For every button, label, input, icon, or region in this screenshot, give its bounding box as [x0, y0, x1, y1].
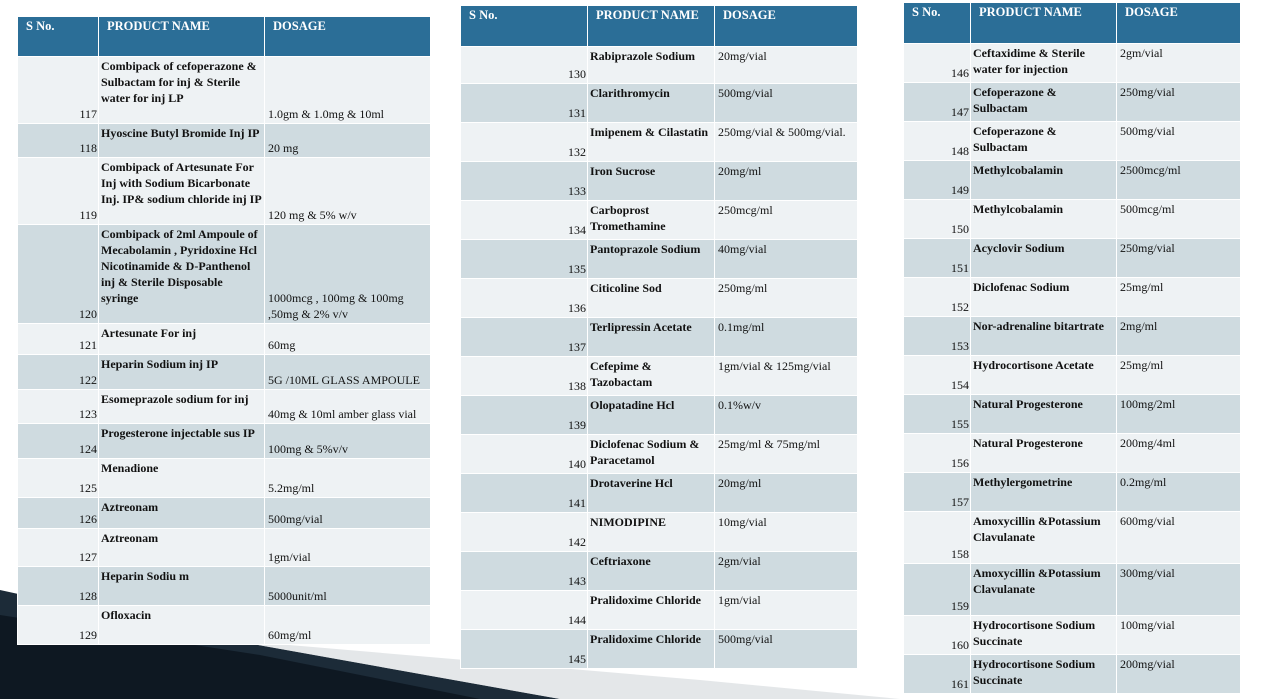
product-name-cell: Methylcobalamin	[971, 161, 1117, 200]
table-row	[18, 355, 431, 390]
table-row	[461, 591, 858, 630]
product-name-cell: Cefepime & Tazobactam	[588, 357, 715, 396]
dosage-cell: 1gm/vial	[265, 529, 431, 567]
sno-cell: 145	[461, 630, 588, 669]
sno-cell: 141	[461, 474, 588, 513]
table-row	[461, 474, 858, 513]
dosage-cell: 25mg/ml	[1117, 278, 1241, 317]
dosage-cell: 20mg/ml	[715, 162, 858, 201]
product-name-cell: Menadione	[99, 459, 265, 498]
product-name-cell: Natural Progesterone	[971, 434, 1117, 473]
product-name-cell: Methylergometrine	[971, 473, 1117, 512]
table-row	[461, 357, 858, 396]
dosage-cell: 25mg/ml & 75mg/ml	[715, 435, 858, 474]
dosage-cell: 1gm/vial	[715, 591, 858, 630]
product-name-cell: Iron Sucrose	[588, 162, 715, 201]
sno-cell: 117	[18, 57, 99, 124]
dosage-cell: 0.1mg/ml	[715, 318, 858, 357]
sno-cell: 135	[461, 240, 588, 279]
dosage-cell: 1.0gm & 1.0mg & 10ml	[265, 57, 431, 124]
table-row	[18, 498, 431, 529]
product-name-cell: Ceftriaxone	[588, 552, 715, 591]
dosage-cell: 0.2mg/ml	[1117, 473, 1241, 512]
product-name-cell: Amoxycillin &Potassium Clavulanate	[971, 512, 1117, 564]
product-name-cell: NIMODIPINE	[588, 513, 715, 552]
product-name-cell: Pralidoxime Chloride	[588, 591, 715, 630]
sno-cell: 125	[18, 459, 99, 498]
table-row	[904, 200, 1241, 239]
table-row	[904, 655, 1241, 694]
dosage-cell: 5G /10ML GLASS AMPOULE	[265, 355, 431, 390]
dosage-cell: 40mg & 10ml amber glass vial	[265, 390, 431, 424]
sno-cell: 148	[904, 122, 971, 161]
dosage-cell: 250mcg/ml	[715, 201, 858, 240]
sno-cell: 127	[18, 529, 99, 567]
product-name-cell: Natural Progesterone	[971, 395, 1117, 434]
sno-cell: 157	[904, 473, 971, 512]
sno-cell: 137	[461, 318, 588, 357]
sno-cell: 126	[18, 498, 99, 529]
table-row	[18, 124, 431, 158]
dosage-cell: 200mg/vial	[1117, 655, 1241, 694]
sno-cell: 123	[18, 390, 99, 424]
sno-cell: 150	[904, 200, 971, 239]
dosage-cell: 0.1%w/v	[715, 396, 858, 435]
table-row	[904, 356, 1241, 395]
sno-cell: 130	[461, 47, 588, 84]
table-row	[904, 512, 1241, 564]
table-row	[461, 84, 858, 123]
product-name-cell: Aztreonam	[99, 529, 265, 567]
table-row	[461, 123, 858, 162]
sno-cell: 143	[461, 552, 588, 591]
product-name-cell: Ceftaxidime & Sterile water for injection	[971, 44, 1117, 83]
sno-cell: 155	[904, 395, 971, 434]
dosage-cell: 100mg/vial	[1117, 616, 1241, 655]
sno-cell: 149	[904, 161, 971, 200]
dosage-cell: 300mg/vial	[1117, 564, 1241, 616]
table-row	[904, 434, 1241, 473]
table-row	[461, 552, 858, 591]
table-row	[461, 318, 858, 357]
dosage-cell: 500mg/vial	[1117, 122, 1241, 161]
product-name-cell: Citicoline Sod	[588, 279, 715, 318]
product-name-cell: Esomeprazole sodium for inj	[99, 390, 265, 424]
sno-cell: 161	[904, 655, 971, 694]
dosage-cell: 25mg/ml	[1117, 356, 1241, 395]
sno-cell: 147	[904, 83, 971, 122]
product-name-cell: Olopatadine Hcl	[588, 396, 715, 435]
sno-cell: 122	[18, 355, 99, 390]
product-name-cell: Hydrocortisone Sodium Succinate	[971, 616, 1117, 655]
dosage-cell: 120 mg & 5% w/v	[265, 158, 431, 225]
dosage-cell: 1000mcg , 100mg & 100mg ,50mg & 2% v/v	[265, 225, 431, 324]
sno-cell: 119	[18, 158, 99, 225]
product-name-cell: Imipenem & Cilastatin	[588, 123, 715, 162]
sno-cell: 118	[18, 124, 99, 158]
sno-cell: 152	[904, 278, 971, 317]
table-row	[904, 616, 1241, 655]
product-name-cell: Methylcobalamin	[971, 200, 1117, 239]
dosage-cell: 200mg/4ml	[1117, 434, 1241, 473]
dosage-cell: 250mg/vial	[1117, 83, 1241, 122]
sno-cell: 154	[904, 356, 971, 395]
product-name-cell: Drotaverine Hcl	[588, 474, 715, 513]
sno-header: S No.	[18, 17, 99, 57]
dosage-header: DOSAGE	[1117, 3, 1241, 44]
table-row	[18, 459, 431, 498]
table-row	[904, 473, 1241, 512]
product-name-cell: Diclofenac Sodium	[971, 278, 1117, 317]
product-name-cell: Progesterone injectable sus IP	[99, 424, 265, 459]
table-row	[904, 395, 1241, 434]
sno-cell: 140	[461, 435, 588, 474]
product-name-cell: Nor-adrenaline bitartrate	[971, 317, 1117, 356]
dosage-cell: 20mg/vial	[715, 47, 858, 84]
dosage-cell: 60mg/ml	[265, 606, 431, 645]
table-row	[904, 239, 1241, 278]
product-name-cell: Cefoperazone & Sulbactam	[971, 83, 1117, 122]
dosage-cell: 500mg/vial	[265, 498, 431, 529]
table-row	[904, 44, 1241, 83]
product-header: PRODUCT NAME	[971, 3, 1117, 44]
sno-header: S No.	[461, 6, 588, 47]
product-name-cell: Terlipressin Acetate	[588, 318, 715, 357]
dosage-cell: 40mg/vial	[715, 240, 858, 279]
table-row	[461, 435, 858, 474]
table-row	[18, 57, 431, 124]
dosage-cell: 250mg/ml	[715, 279, 858, 318]
table-row	[904, 83, 1241, 122]
dosage-cell: 5000unit/ml	[265, 567, 431, 606]
dosage-cell: 500mg/vial	[715, 630, 858, 669]
table-row	[18, 567, 431, 606]
product-name-cell: Diclofenac Sodium & Paracetamol	[588, 435, 715, 474]
sno-header: S No.	[904, 3, 971, 44]
product-table-1	[17, 16, 431, 645]
dosage-header: DOSAGE	[715, 6, 858, 47]
sno-cell: 138	[461, 357, 588, 396]
table-row	[18, 424, 431, 459]
table-row	[461, 630, 858, 669]
product-name-cell: Artesunate For inj	[99, 324, 265, 355]
sno-cell: 144	[461, 591, 588, 630]
table-row	[461, 279, 858, 318]
table-row	[18, 158, 431, 225]
sno-cell: 128	[18, 567, 99, 606]
product-table-3	[903, 2, 1241, 694]
product-name-cell: Hyoscine Butyl Bromide Inj IP	[99, 124, 265, 158]
product-name-cell: Pantoprazole Sodium	[588, 240, 715, 279]
table-row	[461, 162, 858, 201]
table-row	[18, 529, 431, 567]
product-name-cell: Combipack of cefoperazone & Sulbactam for inj & Sterile water for inj LP	[99, 57, 265, 124]
dosage-cell: 500mcg/ml	[1117, 200, 1241, 239]
product-name-cell: Aztreonam	[99, 498, 265, 529]
table-row	[461, 47, 858, 84]
product-name-cell: Acyclovir Sodium	[971, 239, 1117, 278]
table-row	[461, 396, 858, 435]
product-name-cell: Rabiprazole Sodium	[588, 47, 715, 84]
sno-cell: 134	[461, 201, 588, 240]
table-row	[18, 606, 431, 645]
product-table-2	[460, 5, 858, 669]
dosage-cell: 2mg/ml	[1117, 317, 1241, 356]
table-row	[904, 161, 1241, 200]
sno-cell: 129	[18, 606, 99, 645]
table-row	[18, 390, 431, 424]
sno-cell: 159	[904, 564, 971, 616]
sno-cell: 124	[18, 424, 99, 459]
table-row	[904, 564, 1241, 616]
sno-cell: 146	[904, 44, 971, 83]
product-header: PRODUCT NAME	[99, 17, 265, 57]
sno-cell: 158	[904, 512, 971, 564]
product-name-cell: Heparin Sodiu m	[99, 567, 265, 606]
dosage-cell: 20mg/ml	[715, 474, 858, 513]
sno-cell: 153	[904, 317, 971, 356]
product-name-cell: Combipack of 2ml Ampoule of Mecabolamin , Pyridoxine Hcl Nicotinamide & D-Panthenol inj & Sterile Disposable syringe	[99, 225, 265, 324]
table-row	[18, 225, 431, 324]
dosage-cell: 250mg/vial & 500mg/vial.	[715, 123, 858, 162]
sno-cell: 132	[461, 123, 588, 162]
product-header: PRODUCT NAME	[588, 6, 715, 47]
product-name-cell: Hydrocortisone Sodium Succinate	[971, 655, 1117, 694]
product-name-cell: Combipack of Artesunate For Inj with Sodium Bicarbonate Inj. IP& sodium chloride inj IP	[99, 158, 265, 225]
sno-cell: 156	[904, 434, 971, 473]
product-name-cell: Ofloxacin	[99, 606, 265, 645]
product-name-cell: Hydrocortisone Acetate	[971, 356, 1117, 395]
product-name-cell: Heparin Sodium inj IP	[99, 355, 265, 390]
product-name-cell: Clarithromycin	[588, 84, 715, 123]
dosage-cell: 2gm/vial	[715, 552, 858, 591]
sno-cell: 136	[461, 279, 588, 318]
sno-cell: 121	[18, 324, 99, 355]
sno-cell: 151	[904, 239, 971, 278]
table-row	[461, 513, 858, 552]
sno-cell: 160	[904, 616, 971, 655]
dosage-cell: 60mg	[265, 324, 431, 355]
dosage-cell: 100mg & 5%v/v	[265, 424, 431, 459]
product-name-cell: Amoxycillin &Potassium Clavulanate	[971, 564, 1117, 616]
dosage-cell: 1gm/vial & 125mg/vial	[715, 357, 858, 396]
table-row	[461, 201, 858, 240]
table-row	[904, 278, 1241, 317]
sno-cell: 133	[461, 162, 588, 201]
sno-cell: 131	[461, 84, 588, 123]
sno-cell: 139	[461, 396, 588, 435]
product-name-cell: Pralidoxime Chloride	[588, 630, 715, 669]
dosage-cell: 2gm/vial	[1117, 44, 1241, 83]
dosage-cell: 250mg/vial	[1117, 239, 1241, 278]
table-row	[904, 317, 1241, 356]
table-row	[461, 240, 858, 279]
product-name-cell: Carboprost Tromethamine	[588, 201, 715, 240]
sno-cell: 142	[461, 513, 588, 552]
dosage-cell: 5.2mg/ml	[265, 459, 431, 498]
table-row	[18, 324, 431, 355]
dosage-cell: 100mg/2ml	[1117, 395, 1241, 434]
dosage-cell: 600mg/vial	[1117, 512, 1241, 564]
table-row	[904, 122, 1241, 161]
sno-cell: 120	[18, 225, 99, 324]
product-name-cell: Cefoperazone & Sulbactam	[971, 122, 1117, 161]
dosage-cell: 500mg/vial	[715, 84, 858, 123]
dosage-cell: 20 mg	[265, 124, 431, 158]
dosage-cell: 10mg/vial	[715, 513, 858, 552]
dosage-header: DOSAGE	[265, 17, 431, 57]
dosage-cell: 2500mcg/ml	[1117, 161, 1241, 200]
